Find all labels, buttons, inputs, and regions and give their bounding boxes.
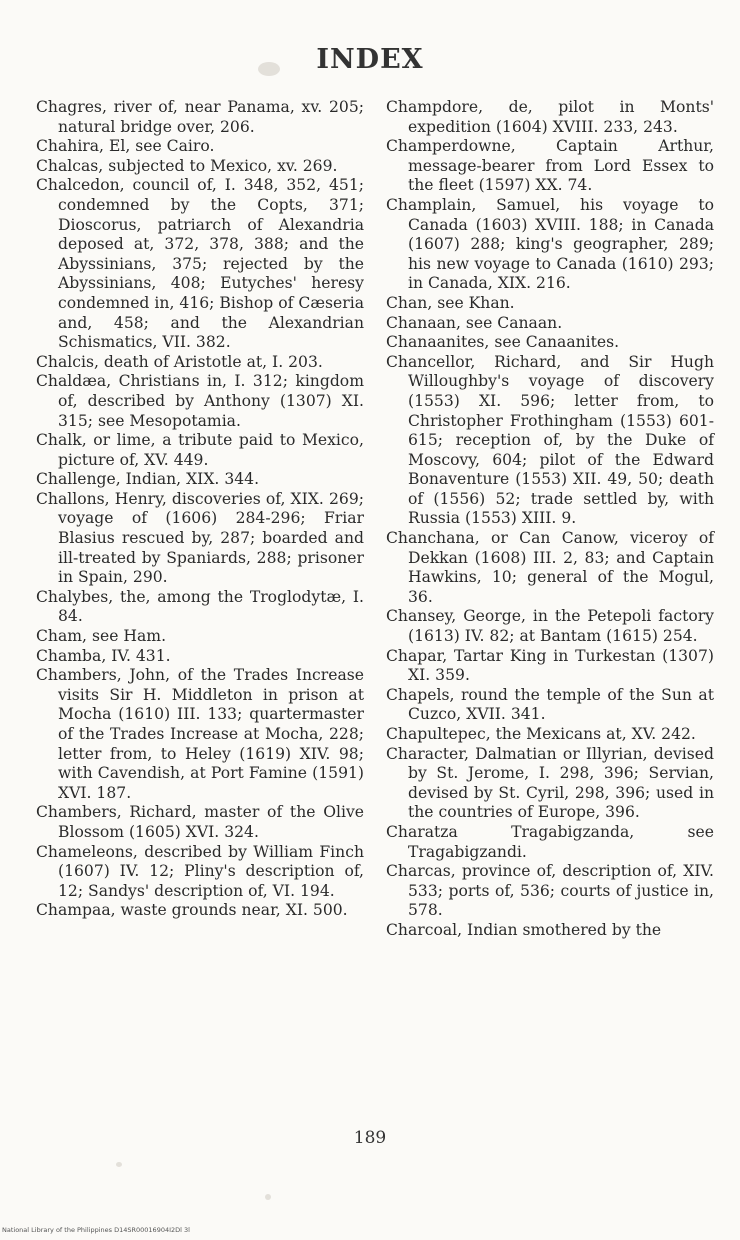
index-entry: Chancellor, Richard, and Sir Hugh Willoughby's voyage of discovery (1553) XI. 596; letter from, to Christopher Frothingham (1553) 601-615; reception of, by the Duke of Moscovy, 604; pilot of the Edward Bonaventure (1553) XII. 49, 50; death of (1556) 52; trade settled by, with Russia (1553) XIII. 9. — [386, 352, 714, 528]
index-entry: Character, Dalmatian or Illyrian, devised by St. Jerome, I. 298, 396; Servian, devised by St. Cyril, 298, 396; used in the countries of Europe, 396. — [386, 744, 714, 822]
index-entry: Chanaanites, see Canaanites. — [386, 333, 620, 352]
index-entry: Chambers, John, of the Trades Increase visits Sir H. Middleton in prison at Mocha (1610) III. 133; quartermaster of the Trades Increase at Mocha, 228; letter from, to Heley (1619) XIV. 98; with Cavendish, at Port Famine (1591) XVI. 187. — [36, 666, 364, 802]
index-entry: Chalybes, the, among the Troglodytæ, I. 84. — [36, 587, 364, 626]
index-entry: Charatza Tragabigzanda, see Tragabigzandi. — [386, 822, 714, 861]
index-entry: Chapels, round the temple of the Sun at Cuzco, XVII. 341. — [386, 685, 714, 724]
index-entry: Champaa, waste grounds near, XI. 500. — [36, 901, 348, 920]
index-entry: Chahira, El, see Cairo. — [36, 137, 215, 156]
page-number: 189 — [353, 1128, 387, 1148]
index-entry: Chambers, Richard, master of the Olive Blossom (1605) XVI. 324. — [36, 803, 364, 841]
scan-footer: National Library of the Philippines D14SR00016904I2Dl 3l — [2, 1226, 190, 1234]
index-entry: Chapultepec, the Mexicans at, XV. 242. — [386, 725, 696, 743]
index-entry: Chamba, IV. 431. — [36, 646, 171, 665]
index-entry: Chanaan, see Canaan. — [386, 313, 563, 332]
index-entry: Chaldæa, Christians in, I. 312; kingdom of, described by Anthony (1307) XI. 315; see Mesopotamia. — [36, 372, 364, 430]
index-entry: Chalcedon, council of, I. 348, 352, 451; condemned by the Copts, 371; Dioscorus, patriarch of Alexandria deposed at, 372, 378, 388; and the Abyssinians, 375; rejected by the Abyssinians, 408; Eutyches' heresy condemned in, 416; Bishop of Cæseria and, 458; and the Alexandrian Schismatics, VII. 382. — [36, 176, 364, 352]
index-entry: Chagres, river of, near Panama, xv. 205; natural bridge over, 206. — [36, 98, 364, 136]
index-entry: Champdore, de, pilot in Monts' expedition (1604) XVIII. 233, 243. — [386, 98, 714, 136]
index-entry: Chameleons, described by William Finch (1607) IV. 12; Pliny's description of, 12; Sandys' description of, VI. 194. — [36, 842, 364, 900]
index-entry: Champerdowne, Captain Arthur, message-bearer from Lord Essex to the fleet (1597) XX. 74. — [386, 137, 714, 195]
index-entry: Chanchana, or Can Canow, viceroy of Dekkan (1608) III. 2, 83; and Captain Hawkins, 10; general of the Mogul, 36. — [386, 529, 714, 606]
index-entry: Chansey, George, in the Petepoli factory (1613) IV. 82; at Bantam (1615) 254. — [386, 607, 714, 646]
page-smudge — [265, 1194, 271, 1200]
index-entry: Charcas, province of, description of, XIV. 533; ports of, 536; courts of justice in, 578. — [386, 862, 714, 920]
index-column-left — [36, 98, 364, 921]
index-entry: Chan, see Khan. — [386, 293, 515, 312]
index-entry: Chalk, or lime, a tribute paid to Mexico, picture of, XV. 449. — [36, 431, 364, 469]
index-entry: Chapar, Tartar King in Turkestan (1307) XI. 359. — [386, 646, 714, 685]
index-entry: Charcoal, Indian smothered by the — [386, 920, 662, 939]
index-column-right — [386, 98, 714, 941]
page-title: INDEX — [316, 44, 424, 75]
page-smudge — [116, 1162, 122, 1167]
index-entry: Cham, see Ham. — [36, 627, 167, 646]
index-entry: Champlain, Samuel, his voyage to Canada (1603) XVIII. 188; in Canada (1607) 288; king's geographer, 289; his new voyage to Canada (1610) 293; in Canada, XIX. 216. — [386, 195, 714, 293]
index-entry: Challenge, Indian, XIX. 344. — [36, 470, 260, 489]
index-entry: Chalcis, death of Aristotle at, I. 203. — [36, 352, 323, 371]
index-entry: Challons, Henry, discoveries of, XIX. 269; voyage of (1606) 284-296; Friar Blasius rescued by, 287; boarded and ill-treated by Spaniards, 288; prisoner in Spain, 290. — [36, 489, 364, 587]
index-entry: Chalcas, subjected to Mexico, xv. 269. — [36, 156, 338, 175]
